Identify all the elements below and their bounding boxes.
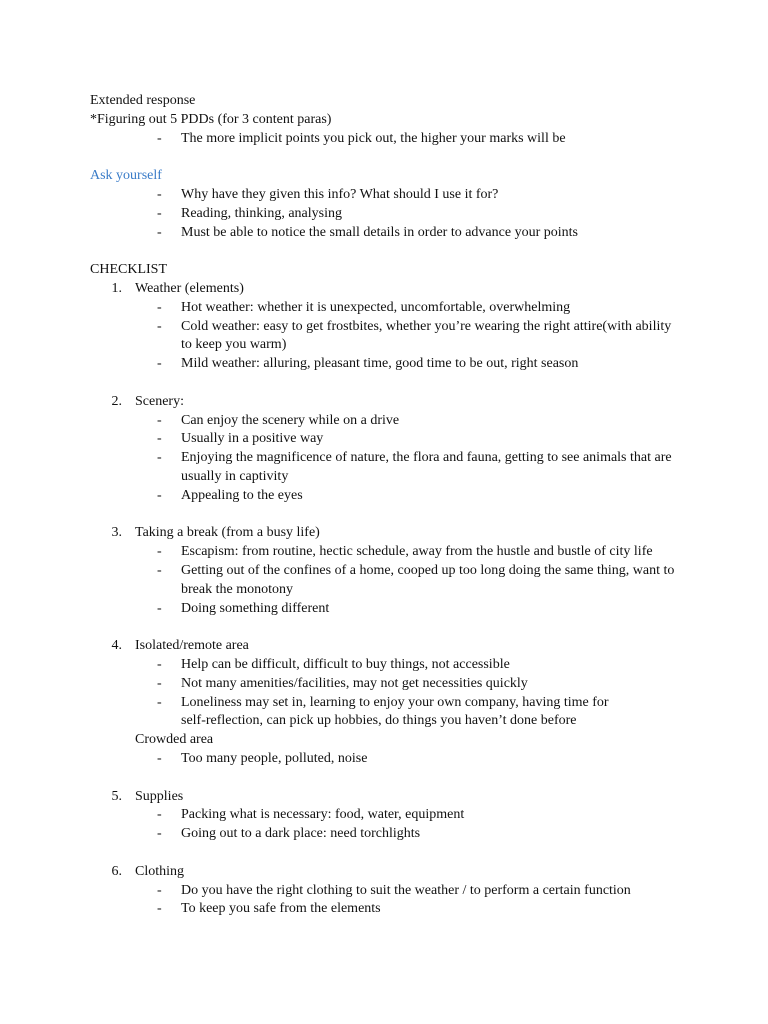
bullet-text: Appealing to the eyes bbox=[181, 487, 303, 503]
bullet-dash: - bbox=[157, 299, 162, 315]
bullet-text: break the monotony bbox=[181, 581, 293, 597]
checklist-item-label: Scenery: bbox=[135, 393, 184, 409]
list-number: 5. bbox=[111, 788, 122, 804]
bullet-text: to keep you warm) bbox=[181, 337, 287, 353]
bullet-dash: - bbox=[157, 600, 162, 616]
bullet-text: Doing something different bbox=[181, 600, 330, 616]
list-number: 6. bbox=[111, 863, 122, 879]
bullet-text: Must be able to notice the small details in order to advance your points bbox=[181, 224, 578, 240]
bullet-text: Usually in a positive way bbox=[181, 431, 324, 447]
bullet-text: Do you have the right clothing to suit the weather / to perform a certain function bbox=[181, 882, 631, 898]
bullet-text: Escapism: from routine, hectic schedule, away from the hustle and bustle of city life bbox=[181, 544, 653, 560]
bullet-dash: - bbox=[157, 882, 162, 898]
bullet-text: The more implicit points you pick out, the higher your marks will be bbox=[181, 130, 566, 146]
bullet-text: Mild weather: alluring, pleasant time, good time to be out, right season bbox=[181, 356, 579, 372]
bullet-text: Too many people, polluted, noise bbox=[181, 751, 368, 766]
bullet-dash: - bbox=[157, 187, 162, 202]
bullet-text: Enjoying the magnificence of nature, the flora and fauna, getting to see animals that are bbox=[181, 450, 672, 466]
bullet-text: Why have they given this info? What should I use it for? bbox=[181, 187, 499, 202]
bullet-dash: - bbox=[157, 318, 162, 334]
bullet-text: Cold weather: easy to get frostbites, whether you’re wearing the right attire(with ability bbox=[181, 318, 672, 334]
bullet-dash: - bbox=[157, 657, 162, 672]
bullet-dash: - bbox=[157, 563, 162, 578]
bullet-dash: - bbox=[157, 826, 162, 842]
bullet-dash: - bbox=[157, 694, 162, 710]
bullet-dash: - bbox=[157, 431, 162, 447]
bullet-dash: - bbox=[157, 205, 162, 221]
list-number: 4. bbox=[111, 638, 122, 654]
checklist-item-label: Weather (elements) bbox=[135, 281, 244, 296]
bullet-dash: - bbox=[157, 807, 162, 823]
subtitle: *Figuring out 5 PDDs (for 3 content paras) bbox=[90, 111, 332, 127]
bullet-text: Loneliness may set in, learning to enjoy your own company, having time for bbox=[181, 694, 609, 710]
checklist-item-label: Isolated/remote area bbox=[135, 638, 249, 654]
bullet-text: Going out to a dark place: need torchlights bbox=[181, 826, 421, 842]
bullet-text: Help can be difficult, difficult to buy things, not accessible bbox=[181, 657, 510, 672]
list-number: 2. bbox=[111, 393, 122, 409]
bullet-text: Packing what is necessary: food, water, equipment bbox=[181, 807, 465, 823]
bullet-text: To keep you safe from the elements bbox=[181, 901, 381, 917]
bullet-text: Can enjoy the scenery while on a drive bbox=[181, 412, 400, 428]
bullet-dash: - bbox=[157, 412, 162, 428]
checklist-item-label: Clothing bbox=[135, 863, 185, 879]
bullet-dash: - bbox=[157, 356, 162, 372]
bullet-dash: - bbox=[157, 901, 162, 917]
bullet-dash: - bbox=[157, 544, 162, 560]
checklist-item-label: Supplies bbox=[135, 788, 184, 804]
checklist-item-label: Taking a break (from a busy life) bbox=[135, 525, 320, 541]
checklist-heading: CHECKLIST bbox=[90, 262, 167, 278]
bullet-dash: - bbox=[157, 224, 162, 240]
bullet-text: Not many amenities/facilities, may not get necessities quickly bbox=[181, 675, 528, 691]
bullet-dash: - bbox=[157, 675, 162, 691]
bullet-text: usually in captivity bbox=[181, 469, 289, 484]
bullet-text: Getting out of the confines of a home, cooped up too long doing the same thing, want to bbox=[181, 563, 675, 578]
section-title: Extended response bbox=[90, 93, 196, 108]
bullet-text: self-reflection, can pick up hobbies, do things you haven’t done before bbox=[181, 713, 577, 729]
bullet-text: Hot weather: whether it is unexpected, uncomfortable, overwhelming bbox=[181, 299, 571, 315]
bullet-dash: - bbox=[157, 751, 162, 766]
list-number: 1. bbox=[111, 281, 122, 296]
bullet-text: Reading, thinking, analysing bbox=[181, 205, 342, 221]
bullet-dash: - bbox=[157, 487, 162, 503]
list-number: 3. bbox=[111, 525, 122, 541]
bullet-dash: - bbox=[157, 130, 162, 146]
bullet-dash: - bbox=[157, 450, 162, 466]
checklist-sub-label: Crowded area bbox=[135, 732, 214, 748]
ask-yourself-heading: Ask yourself bbox=[90, 168, 162, 184]
